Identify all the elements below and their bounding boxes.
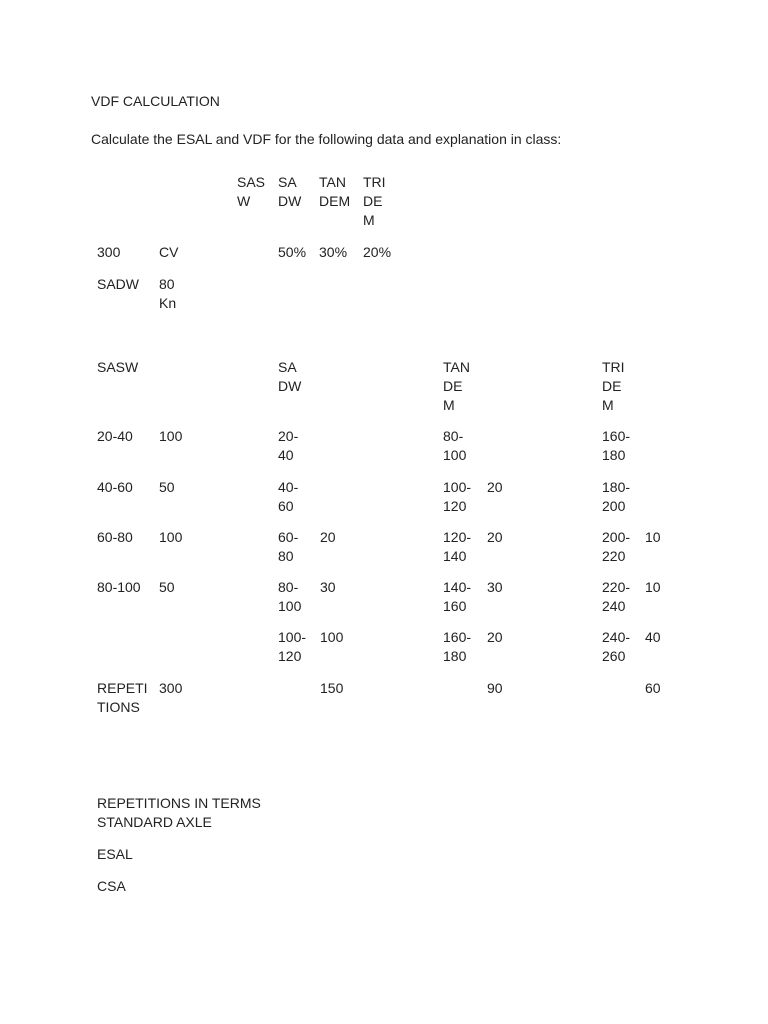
table-cell: 20 xyxy=(487,529,503,545)
repetitions-tridem: 60 xyxy=(645,680,661,696)
table-cell: 100 xyxy=(159,529,183,545)
table-cell: 80- 100 xyxy=(278,579,302,614)
esal-label: ESAL xyxy=(97,846,133,862)
table-cell: 40 xyxy=(645,629,661,645)
table-cell: 140- 160 xyxy=(443,579,472,614)
table-cell: 60- 80 xyxy=(278,529,299,564)
intro-text: Calculate the ESAL and VDF for the following data and explanation in class: xyxy=(91,131,562,147)
table-cell: 20 xyxy=(320,529,336,545)
table-cell: 30 xyxy=(487,579,503,595)
table-cell: 240- 260 xyxy=(602,629,631,664)
top-header-tridem: TRI DE M xyxy=(363,174,386,228)
repetitions-label: REPETI TIONS xyxy=(97,680,148,715)
table-cell: 160- 180 xyxy=(443,629,472,664)
table-cell: 10 xyxy=(645,529,661,545)
table-cell: 100 xyxy=(159,428,183,444)
table-cell: 50 xyxy=(159,579,175,595)
table-cell: 20 xyxy=(487,629,503,645)
table-cell: 40- 60 xyxy=(278,479,299,514)
main-header-tandem: TAN DE M xyxy=(443,359,470,413)
table-cell: 50 xyxy=(159,479,175,495)
top-row-type: CV xyxy=(159,244,179,260)
repetitions-sadw: 150 xyxy=(320,680,344,696)
table-cell: 220- 240 xyxy=(602,579,631,614)
table-cell: 200- 220 xyxy=(602,529,631,564)
table-cell: 20-40 xyxy=(97,428,133,444)
table-cell: 10 xyxy=(645,579,661,595)
table-cell: 20 xyxy=(487,479,503,495)
table-cell: 80- 100 xyxy=(443,428,467,463)
main-header-sadw: SA DW xyxy=(278,359,302,394)
top-row2-label: SADW xyxy=(97,276,139,292)
table-cell: 60-80 xyxy=(97,529,133,545)
table-cell: 40-60 xyxy=(97,479,133,495)
top-row-sadw-pct: 50% xyxy=(278,244,307,260)
top-row-count: 300 xyxy=(97,244,121,260)
table-cell: 80-100 xyxy=(97,579,141,595)
csa-label: CSA xyxy=(97,878,126,894)
table-cell: 100 xyxy=(320,629,344,645)
main-header-tridem: TRI DE M xyxy=(602,359,625,413)
repetitions-tandem: 90 xyxy=(487,680,503,696)
table-cell: 100- 120 xyxy=(278,629,307,664)
table-cell: 20- 40 xyxy=(278,428,299,463)
table-cell: 120- 140 xyxy=(443,529,472,564)
top-header-sadw: SA DW xyxy=(278,174,302,209)
top-row2-value: 80 Kn xyxy=(159,276,177,311)
page-title: VDF CALCULATION xyxy=(91,93,220,109)
table-cell: 30 xyxy=(320,579,336,595)
footer-heading: REPETITIONS IN TERMS STANDARD AXLE xyxy=(97,795,261,830)
top-header-sasw: SAS W xyxy=(237,174,266,209)
repetitions-sasw: 300 xyxy=(159,680,183,696)
top-header-tandem: TAN DEM xyxy=(319,174,351,209)
table-cell: 100- 120 xyxy=(443,479,472,514)
table-cell: 160- 180 xyxy=(602,428,631,463)
main-header-sasw: SASW xyxy=(97,359,139,375)
table-cell: 180- 200 xyxy=(602,479,631,514)
top-row-tandem-pct: 30% xyxy=(319,244,348,260)
top-row-tridem-pct: 20% xyxy=(363,244,392,260)
